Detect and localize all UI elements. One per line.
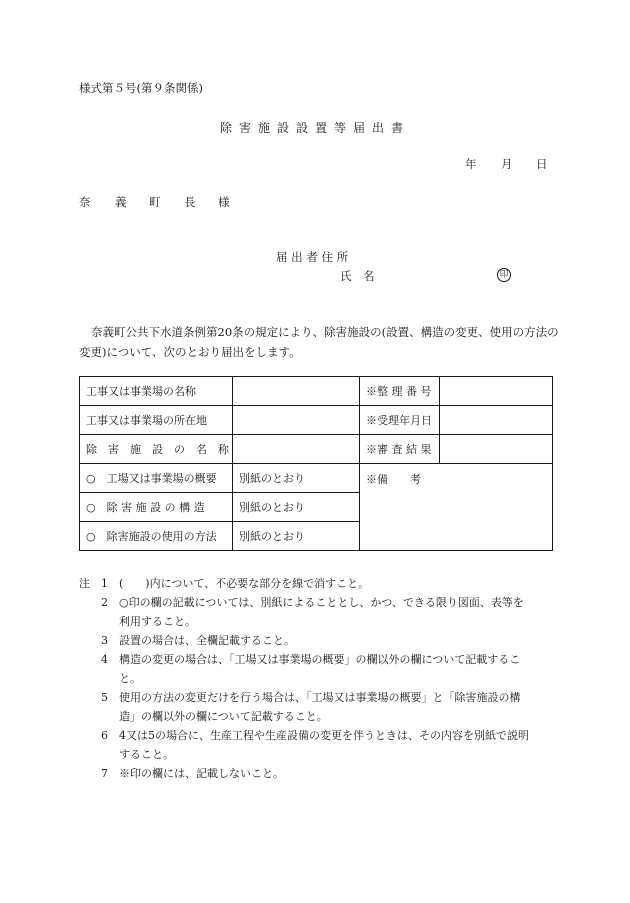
addressee-honorific: 様 xyxy=(218,195,230,209)
facility-usage-value: 別紙のとおり xyxy=(233,522,360,551)
note-spacer xyxy=(79,631,101,650)
declaration-text: 奈義町公共下水道条例第20条の規定により、除害施設の(設置、構造の変更、使用の方法の変更)について、次のとおり届出をします。 xyxy=(79,325,559,359)
note-spacer xyxy=(79,688,101,707)
list-item xyxy=(79,764,559,783)
receipt-date-label: ※受理年月日 xyxy=(360,406,440,435)
filer-address-label: 届 出 者 住 所 xyxy=(276,250,349,264)
table-row xyxy=(80,406,553,435)
note-text: ( )内について、不必要な部分を線で消すこと。 xyxy=(119,577,370,590)
note-spacer xyxy=(79,593,101,612)
facility-name-value[interactable] xyxy=(233,377,360,406)
facility-usage-label: ○ 除害施設の使用の方法 xyxy=(80,522,233,551)
facility-location-value[interactable] xyxy=(233,406,360,435)
receipt-date-value xyxy=(440,406,553,435)
facility-location-label: 工事又は事業場の所在地 xyxy=(80,406,233,435)
note-number: 4 xyxy=(101,653,108,666)
note-spacer xyxy=(79,726,101,745)
review-result-value xyxy=(440,435,553,464)
note-continuation: 造」の欄以外の欄について記載すること。 xyxy=(119,710,328,723)
list-item xyxy=(79,631,559,650)
notes-heading: 注 xyxy=(79,577,90,590)
list-item xyxy=(79,688,559,707)
addressee-char-4: 長 xyxy=(184,195,196,209)
table-row xyxy=(80,464,553,493)
addressee-char-1: 奈 xyxy=(79,195,91,209)
note-continuation: 利用すること。 xyxy=(119,615,196,628)
note-continuation: と。 xyxy=(119,672,141,685)
list-item xyxy=(79,593,559,612)
note-number: 3 xyxy=(101,634,108,647)
pretreatment-facility-name-value[interactable] xyxy=(233,435,360,464)
note-text: 構造の変更の場合は、「工場又は事業場の概要」の欄以外の欄について記載するこ xyxy=(119,653,521,666)
note-text: 設置の場合は、全欄記載すること。 xyxy=(119,634,295,647)
form-table xyxy=(79,376,553,551)
note-number: 5 xyxy=(101,691,108,704)
table-row xyxy=(80,377,553,406)
date-day-label: 日 xyxy=(536,157,548,171)
date-month-label: 月 xyxy=(501,157,513,171)
review-result-label: ※審 査 結 果 xyxy=(360,435,440,464)
list-item xyxy=(79,726,559,745)
note-number: 2 xyxy=(101,596,108,609)
list-item xyxy=(79,574,559,593)
facility-name-label: 工事又は事業場の名称 xyxy=(80,377,233,406)
remarks-cell: ※備 考 xyxy=(360,464,553,551)
date-year-label: 年 xyxy=(465,157,477,171)
note-text: ※印の欄には、記載しないこと。 xyxy=(119,767,284,780)
list-item xyxy=(79,650,559,669)
note-text: ○印の欄の記載については、別紙によることとし、かつ、できる限り図面、表等を xyxy=(119,596,524,609)
note-spacer xyxy=(79,650,101,669)
addressee-char-2: 義 xyxy=(115,195,127,209)
reference-number-label: ※整 理 番 号 xyxy=(360,377,440,406)
seal-mark: 印 xyxy=(497,268,511,282)
pretreatment-facility-name-label: 除 害 施 設 の 名 称 xyxy=(80,435,233,464)
facility-structure-value: 別紙のとおり xyxy=(233,493,360,522)
note-spacer xyxy=(79,764,101,783)
note-number: 7 xyxy=(101,767,108,780)
form-number: 様式第５号(第９条関係) xyxy=(79,81,203,95)
note-continuation: すること。 xyxy=(119,748,174,761)
notes-section xyxy=(79,574,559,783)
note-number: 6 xyxy=(101,729,108,742)
note-text: 使用の方法の変更だけを行う場合は、「工場又は事業場の概要」と「除害施設の構 xyxy=(119,691,521,704)
reference-number-value xyxy=(440,377,553,406)
facility-overview-label: ○ 工場又は事業場の概要 xyxy=(80,464,233,493)
document-title: 除害施設設置等届出書 xyxy=(219,121,410,135)
note-text: 4又は5の場合に、生産工程や生産設備の変更を伴うときは、その内容を別紙で説明 xyxy=(119,729,529,742)
facility-structure-label: ○ 除 害 施 設 の 構 造 xyxy=(80,493,233,522)
filer-name-label: 氏 名 xyxy=(340,269,375,283)
table-row xyxy=(80,435,553,464)
note-number: 1 xyxy=(101,577,108,590)
addressee-char-3: 町 xyxy=(149,195,161,209)
facility-overview-value: 別紙のとおり xyxy=(233,464,360,493)
